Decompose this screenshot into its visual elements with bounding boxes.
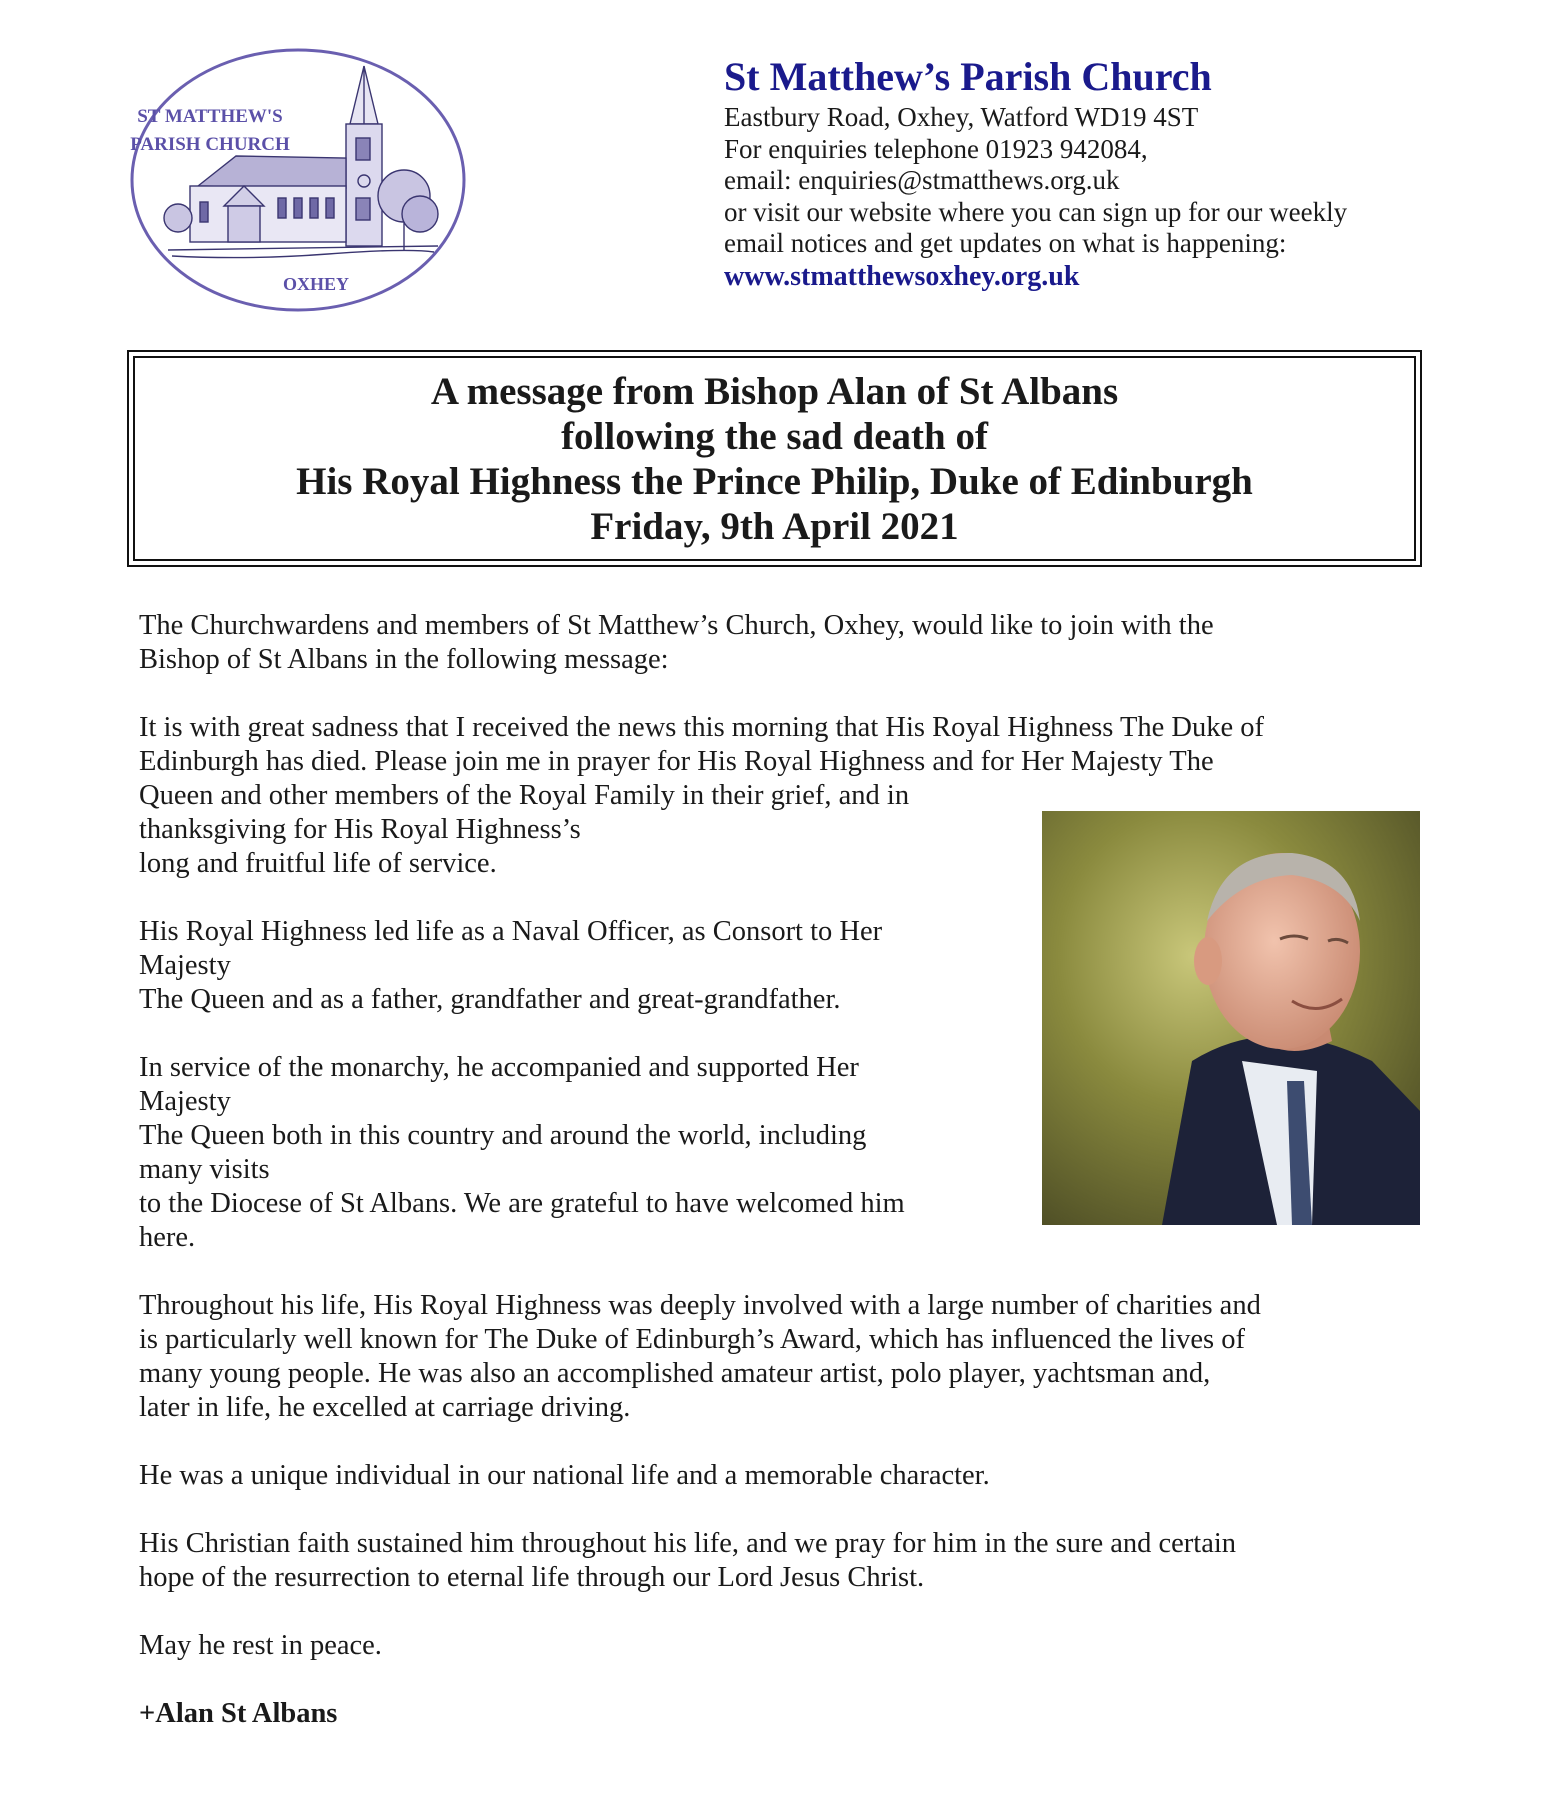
paragraph-intro bbox=[139, 609, 1439, 677]
paragraph-line: here. bbox=[139, 1222, 196, 1253]
church-logo bbox=[128, 46, 468, 314]
paragraph-line: The Churchwardens and members of St Matthew’s Church, Oxhey, would like to join with the bbox=[139, 610, 1214, 641]
paragraph-character bbox=[139, 1459, 1439, 1493]
email-line[interactable]: email: enquiries@stmatthews.org.uk bbox=[724, 165, 1120, 195]
phone-line: For enquiries telephone 01923 942084, bbox=[724, 133, 1148, 164]
paragraph-faith bbox=[139, 1527, 1439, 1595]
paragraph-line: many young people. He was also an accomplished amateur artist, polo player, yachtsman and, bbox=[139, 1358, 1211, 1389]
paragraph-line: He was a unique individual in our national life and a memorable character. bbox=[139, 1460, 990, 1491]
portrait-photo bbox=[1042, 811, 1420, 1225]
paragraph-charities bbox=[139, 1289, 1439, 1425]
paragraph-line: His Royal Highness led life as a Naval Officer, as Consort to Her bbox=[139, 916, 883, 947]
paragraph-line: The Queen both in this country and around the world, including bbox=[139, 1120, 867, 1151]
paragraph-rest bbox=[139, 1629, 1439, 1663]
logo-text-top: ST MATTHEW'S bbox=[137, 106, 283, 127]
logo-text-middle: PARISH CHURCH bbox=[130, 134, 290, 155]
signature: +Alan St Albans bbox=[139, 1698, 338, 1729]
title-box-inner bbox=[133, 356, 1416, 561]
website-link[interactable]: www.stmatthewsoxhey.org.uk bbox=[724, 260, 1080, 292]
title-line-3: His Royal Highness the Prince Philip, Duke of Edinburgh bbox=[296, 459, 1253, 503]
title-line-1: A message from Bishop Alan of St Albans bbox=[430, 369, 1119, 413]
church-name: St Matthew’s Parish Church bbox=[724, 54, 1212, 99]
contact-block bbox=[724, 54, 1524, 294]
paragraph-line: long and fruitful life of service. bbox=[139, 848, 497, 879]
title-line-2: following the sad death of bbox=[561, 414, 988, 458]
paragraph-line: Majesty bbox=[139, 1086, 231, 1117]
paragraph-line: Majesty bbox=[139, 950, 231, 981]
paragraph-line: hope of the resurrection to eternal life through our Lord Jesus Christ. bbox=[139, 1562, 925, 1593]
website-intro-1: or visit our website where you can sign up for our weekly bbox=[724, 196, 1348, 227]
logo-text-bottom: OXHEY bbox=[282, 274, 350, 294]
paragraph-line: Edinburgh has died. Please join me in prayer for His Royal Highness and for Her Majesty The bbox=[139, 746, 1214, 777]
paragraph-line: to the Diocese of St Albans. We are grateful to have welcomed him bbox=[139, 1188, 905, 1219]
website-intro-2: email notices and get updates on what is happening: bbox=[724, 228, 1287, 258]
paragraph-line: is particularly well known for The Duke of Edinburgh’s Award, which has influenced the lives of bbox=[139, 1324, 1245, 1355]
paragraph-line: Queen and other members of the Royal Family in their grief, and in bbox=[139, 780, 910, 811]
paragraph-line: In service of the monarchy, he accompanied and supported Her bbox=[139, 1052, 859, 1083]
paragraph-line: May he rest in peace. bbox=[139, 1630, 382, 1661]
paragraph-line: thanksgiving for His Royal Highness’s bbox=[139, 814, 581, 845]
title-line-4: Friday, 9th April 2021 bbox=[590, 504, 959, 548]
paragraph-line: Throughout his life, His Royal Highness was deeply involved with a large number of charities and bbox=[139, 1290, 1261, 1321]
paragraph-line: many visits bbox=[139, 1154, 270, 1185]
title-box bbox=[127, 350, 1422, 567]
paragraph-line: It is with great sadness that I received the news this morning that His Royal Highness The Duke of bbox=[139, 712, 1264, 743]
paragraph-line: The Queen and as a father, grandfather and great-grandfather. bbox=[139, 984, 841, 1015]
address: Eastbury Road, Oxhey, Watford WD19 4ST bbox=[724, 102, 1199, 132]
paragraph-line: later in life, he excelled at carriage driving. bbox=[139, 1392, 631, 1423]
paragraph-line: His Christian faith sustained him throughout his life, and we pray for him in the sure and certain bbox=[139, 1528, 1237, 1559]
paragraph-line: Bishop of St Albans in the following message: bbox=[139, 644, 669, 675]
